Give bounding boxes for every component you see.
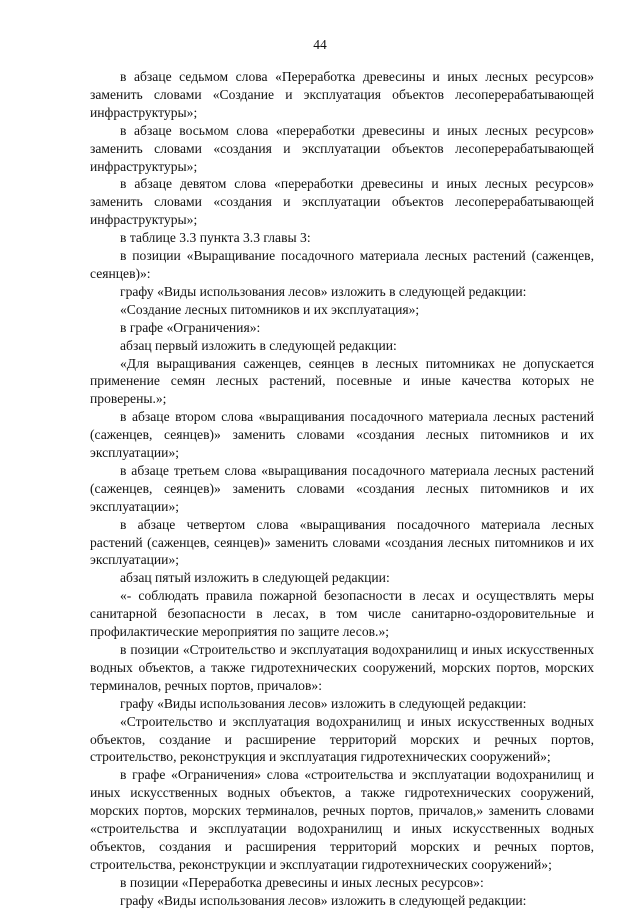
paragraph: в абзаце девятом слова «переработки древесины и иных лесных ресурсов» заменить словами «создания и эксплуатации объектов лесоперерабатывающей инфраструктуры»; (90, 176, 594, 228)
document-body (90, 68, 594, 910)
paragraph: в позиции «Переработка древесины и иных лесных ресурсов»: (120, 874, 484, 890)
paragraph: абзац пятый изложить в следующей редакции: (120, 570, 390, 586)
paragraph: графу «Виды использования лесов» изложить в следующей редакции: (120, 283, 527, 299)
paragraph: «Для выращивания саженцев, сеянцев в лесных питомниках не допускается применение семян лесных растений, посевные и иные качества которых не проверены.»; (90, 355, 594, 407)
paragraph: абзац первый изложить в следующей редакции: (120, 337, 397, 353)
page-number: 44 (313, 37, 327, 52)
paragraph: графу «Виды использования лесов» изложить в следующей редакции: (120, 695, 527, 711)
paragraph: «Строительство и эксплуатация водохранилищ и иных искусственных водных объектов, создание и расширение территорий морских и речных портов, строительство, реконструкция и эксплуатация гидротехнических сооружений»; (90, 713, 594, 765)
paragraph: в позиции «Строительство и эксплуатация водохранилищ и иных искусственных водных объектов, а также гидротехнических сооружений, морских портов, морских терминалов, речных портов, причалов»: (90, 642, 594, 693)
paragraph: в таблице 3.3 пункта 3.3 главы 3: (120, 230, 311, 246)
paragraph: в абзаце третьем слова «выращивания посадочного материала лесных растений (саженцев, сеянцев)» заменить словами «создания лесных питомников и их эксплуатации»; (90, 462, 594, 514)
paragraph: графу «Виды использования лесов» изложить в следующей редакции: (120, 892, 527, 908)
paragraph: в абзаце седьмом слова «Переработка древесины и иных лесных ресурсов» заменить словами «Создание и эксплуатация объектов лесоперерабатывающей инфраструктуры»; (90, 69, 594, 120)
paragraph: в абзаце втором слова «выращивания посадочного материала лесных растений (саженцев, сеянцев)» заменить словами «создания лесных питомников и их эксплуатации»; (90, 409, 594, 461)
paragraph: «Создание лесных питомников и их эксплуатация»; (120, 301, 420, 317)
paragraph: в графе «Ограничения» слова «строительства и эксплуатации водохранилищ и иных искусственных водных объектов, а также гидротехнических сооружений, морских портов, морских терминалов, речных портов, причалов,» заменить словами «строительства и эксплуатации водохранилищ и иных искусственных водных объектов, создания и расширения территорий морских и речных портов, строительства, реконструкции и эксплуатации гидротехнических сооружений»; (90, 767, 594, 872)
paragraph: в абзаце четвертом слова «выращивания посадочного материала лесных растений (саженцев, сеянцев)» заменить словами «создания лесных питомников и их эксплуатации»; (90, 516, 594, 568)
paragraph: в позиции «Выращивание посадочного материала лесных растений (саженцев, сеянцев)»: (90, 248, 594, 281)
paragraph: «- соблюдать правила пожарной безопасности в лесах и осуществлять меры санитарной безопасности в лесах, в том числе санитарно-оздоровительные и профилактические мероприятия по защите лесов.»; (90, 588, 594, 640)
paragraph: в абзаце восьмом слова «переработки древесины и иных лесных ресурсов» заменить словами «создания и эксплуатации объектов лесоперерабатывающей инфраструктуры»; (90, 122, 594, 174)
paragraph: в графе «Ограничения»: (120, 319, 261, 335)
